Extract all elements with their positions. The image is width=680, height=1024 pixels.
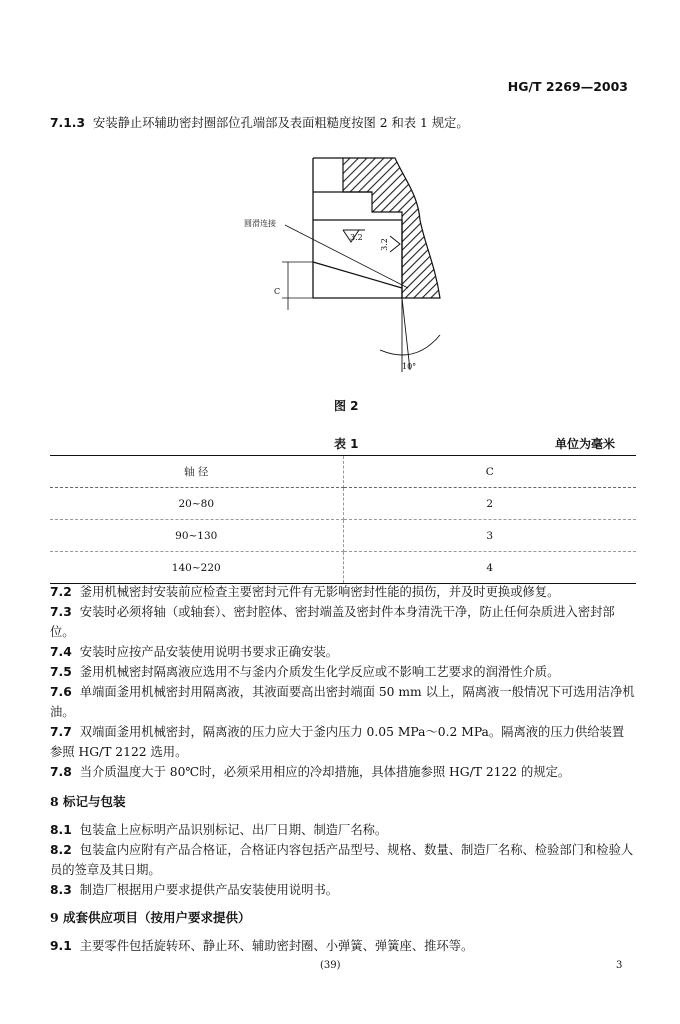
clause-8-2 [50, 840, 636, 880]
clause-number: 7.5 [50, 665, 72, 679]
clause-7-6 [50, 682, 636, 722]
figure-label-round: 圆滑连接 [244, 219, 276, 228]
clause-text: 安装静止环辅助密封圈部位孔端部及表面粗糙度按图 2 和表 1 规定。 [93, 116, 469, 130]
clause-number: 7.2 [50, 585, 72, 599]
clause-text: 双端面釜用机械密封，隔离液的压力应大于釜内压力 0.05 MPa～0.2 MPa。隔离液的压力供给装置参照 HG/T 2122 选用。 [50, 725, 625, 759]
table-header-c: C [343, 456, 636, 488]
clause-7-2 [50, 582, 636, 602]
clause-text: 釜用机械密封隔离液应选用不与釜内介质发生化学反应或不影响工艺要求的润滑性介质。 [79, 665, 560, 679]
housing-hatched [343, 158, 440, 298]
clause-7-3 [50, 602, 636, 642]
clause-number: 8.2 [50, 843, 72, 857]
table-cell: 90~130 [50, 520, 343, 552]
figure-caption: 图 2 [334, 399, 359, 413]
table-cell: 20~80 [50, 488, 343, 520]
table-cell: 3 [343, 520, 636, 552]
table-cell: 2 [343, 488, 636, 520]
table-header-shaft: 轴 径 [50, 456, 343, 488]
clause-number: 8.3 [50, 883, 72, 897]
clause-text: 釜用机械密封安装前应检查主要密封元件有无影响密封性能的损伤，并及时更换或修复。 [79, 585, 560, 599]
figure-roughness-2: 3.2 [379, 238, 389, 251]
figure-2-drawing [230, 150, 460, 380]
clause-text: 制造厂根据用户要求提供产品安装使用说明书。 [79, 883, 339, 897]
clause-7-5 [50, 662, 636, 682]
table-title: 表 1 [334, 437, 359, 451]
figure-dim-c: C [274, 287, 281, 296]
standard-number: HG/T 2269—2003 [507, 79, 628, 94]
clause-text: 主要零件包括旋转环、静止环、辅助密封圈、小弹簧、弹簧座、推环等。 [79, 939, 474, 953]
table-1 [50, 455, 636, 584]
footer-center-number: (39) [320, 960, 341, 971]
clause-number: 8.1 [50, 823, 72, 837]
section-8-title: 8 标记与包装 [50, 794, 126, 809]
clause-8-1 [50, 820, 636, 840]
figure-roughness-1: 3.2 [350, 233, 363, 242]
clause-number: 7.4 [50, 645, 72, 659]
clause-text: 安装时应按产品安装使用说明书要求正确安装。 [79, 645, 339, 659]
clause-8-3 [50, 880, 636, 900]
table-unit: 单位为毫米 [555, 437, 616, 451]
clause-text: 包装盒内应附有产品合格证，合格证内容包括产品型号、规格、数量、制造厂名称、检验部门和检验人员的签章及其日期。 [50, 843, 634, 877]
table-cell: 4 [486, 561, 494, 574]
clause-7-1-3 [50, 113, 636, 133]
section-9-title: 9 成套供应项目（按用户要求提供） [50, 910, 251, 925]
clause-text: 单端面釜用机械密封用隔离液，其液面要高出密封端面 50 mm 以上，隔离液一般情况下可选用洁净机油。 [50, 685, 635, 719]
clause-7-8 [50, 762, 636, 782]
clause-7-7 [50, 722, 636, 762]
clause-number: 7.1.3 [50, 116, 86, 130]
clause-number: 7.3 [50, 605, 72, 619]
clause-9-1 [50, 936, 636, 956]
clause-number: 7.6 [50, 685, 72, 699]
clause-text: 包装盒上应标明产品识别标记、出厂日期、制造厂名称。 [79, 823, 388, 837]
clause-text: 安装时必须将轴（或轴套）、密封腔体、密封端盖及密封件本身清洗干净，防止任何杂质进入密封部位。 [50, 605, 615, 639]
figure-angle: 10° [402, 362, 417, 371]
clause-7-4 [50, 642, 636, 662]
clause-text: 当介质温度大于 80℃时，必须采用相应的冷却措施，具体措施参照 HG/T 2122 的规定。 [79, 765, 571, 779]
footer-page-number: 3 [616, 960, 623, 971]
clause-number: 9.1 [50, 939, 72, 953]
clause-number: 7.8 [50, 765, 72, 779]
table-cell: 140~220 [50, 552, 343, 584]
clause-number: 7.7 [50, 725, 72, 739]
